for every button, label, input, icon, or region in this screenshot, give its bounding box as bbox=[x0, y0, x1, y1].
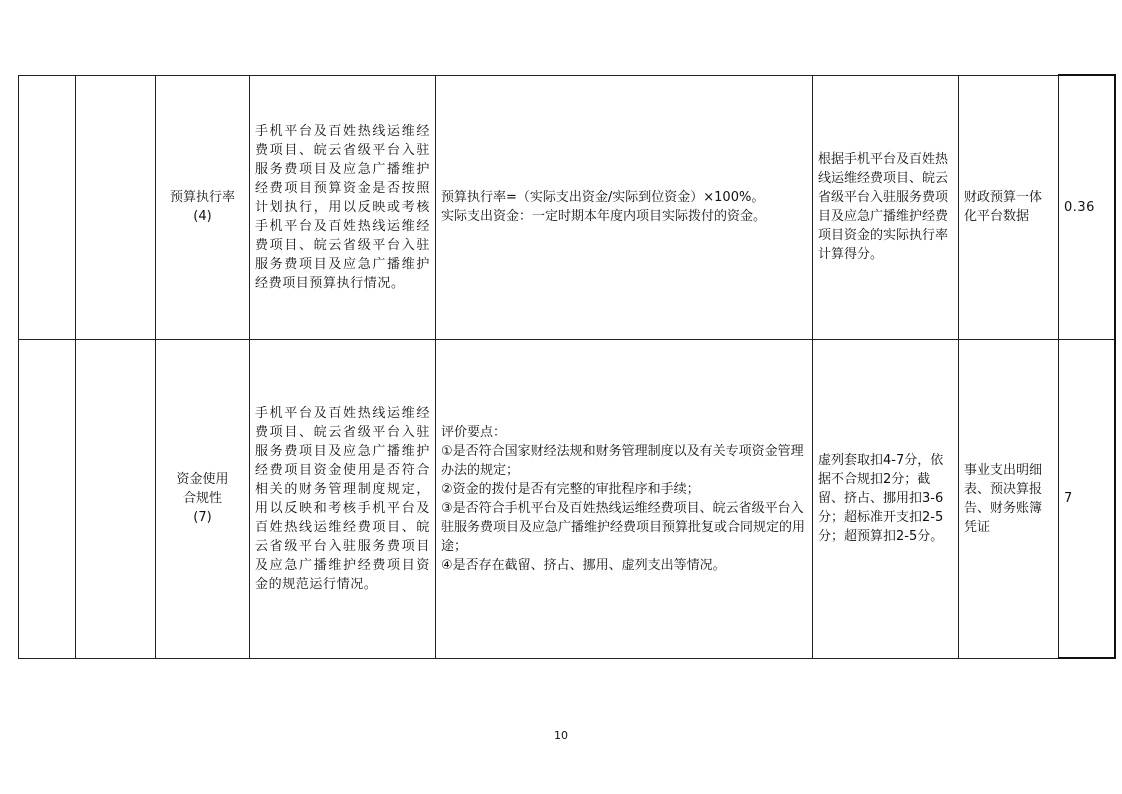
evaluation-standard-cell bbox=[436, 75, 813, 339]
evaluation-standard-cell bbox=[436, 339, 813, 658]
standard-line: ③是否符合手机平台及百姓热线运维经费项目、皖云省级平台入驻服务费项目及应急广播维护经费项目预算批复或合同规定的用途； bbox=[441, 500, 806, 554]
indicator-explanation: 手机平台及百姓热线运维经费项目、皖云省级平台入驻服务费项目及应急广播维护经费项目资金使用是否符合相关的财务管理制度规定，用以反映和考核手机平台及百姓热线运维经费项目、皖云省级平台入驻服务费项目及应急广播维护经费项目资金的规范运行情况。 bbox=[250, 339, 436, 658]
level2-indicator-cell bbox=[76, 75, 156, 339]
standard-line: 预算执行率=（实际支出资金/实际到位资金）×100%。 bbox=[441, 190, 765, 205]
evaluation-table bbox=[18, 74, 1116, 659]
scoring-rule: 虚列套取扣4-7分，依据不合规扣2分；截留、挤占、挪用扣3-6分；超标准开支扣2-5分；超预算扣2-5分。 bbox=[813, 339, 959, 658]
standard-line: 评价要点： bbox=[441, 424, 507, 440]
indicator-name: 合规性 bbox=[182, 491, 222, 506]
standard-line: ④是否存在截留、挤占、挪用、虚列支出等情况。 bbox=[441, 557, 726, 573]
standard-line: 实际支出资金：一定时期本年度内项目实际拨付的资金。 bbox=[441, 209, 767, 224]
indicator-name: 资金使用 bbox=[176, 472, 229, 487]
score-value: 0.36 bbox=[1059, 75, 1115, 339]
data-source: 财政预算一体化平台数据 bbox=[959, 75, 1059, 339]
indicator-name-cell bbox=[156, 339, 250, 658]
score-value: 7 bbox=[1059, 339, 1115, 658]
indicator-weight: (7) bbox=[193, 510, 212, 525]
scoring-rule: 根据手机平台及百姓热线运维经费项目、皖云省级平台入驻服务费项目及应急广播维护经费项目资金的实际执行率计算得分。 bbox=[813, 75, 959, 339]
data-source: 事业支出明细表、预决算报告、财务账簿凭证 bbox=[959, 339, 1059, 658]
indicator-weight: (4) bbox=[193, 209, 212, 224]
indicator-explanation: 手机平台及百姓热线运维经费项目、皖云省级平台入驻服务费项目及应急广播维护经费项目预算资金是否按照计划执行，用以反映或考核手机平台及百姓热线运维经费项目、皖云省级平台入驻服务费项目及应急广播维护经费项目预算执行情况。 bbox=[250, 75, 436, 339]
indicator-name: 预算执行率 bbox=[169, 190, 235, 205]
level1-indicator-cell bbox=[19, 339, 76, 658]
table-row bbox=[19, 339, 1115, 658]
table-row bbox=[19, 75, 1115, 339]
standard-line: ②资金的拨付是否有完整的审批程序和手续； bbox=[441, 481, 700, 497]
standard-line: ①是否符合国家财经法规和财务管理制度以及有关专项资金管理办法的规定； bbox=[441, 443, 804, 478]
level2-indicator-cell bbox=[76, 339, 156, 658]
page-number: 10 bbox=[554, 729, 568, 742]
indicator-name-cell bbox=[156, 75, 250, 339]
level1-indicator-cell bbox=[19, 75, 76, 339]
